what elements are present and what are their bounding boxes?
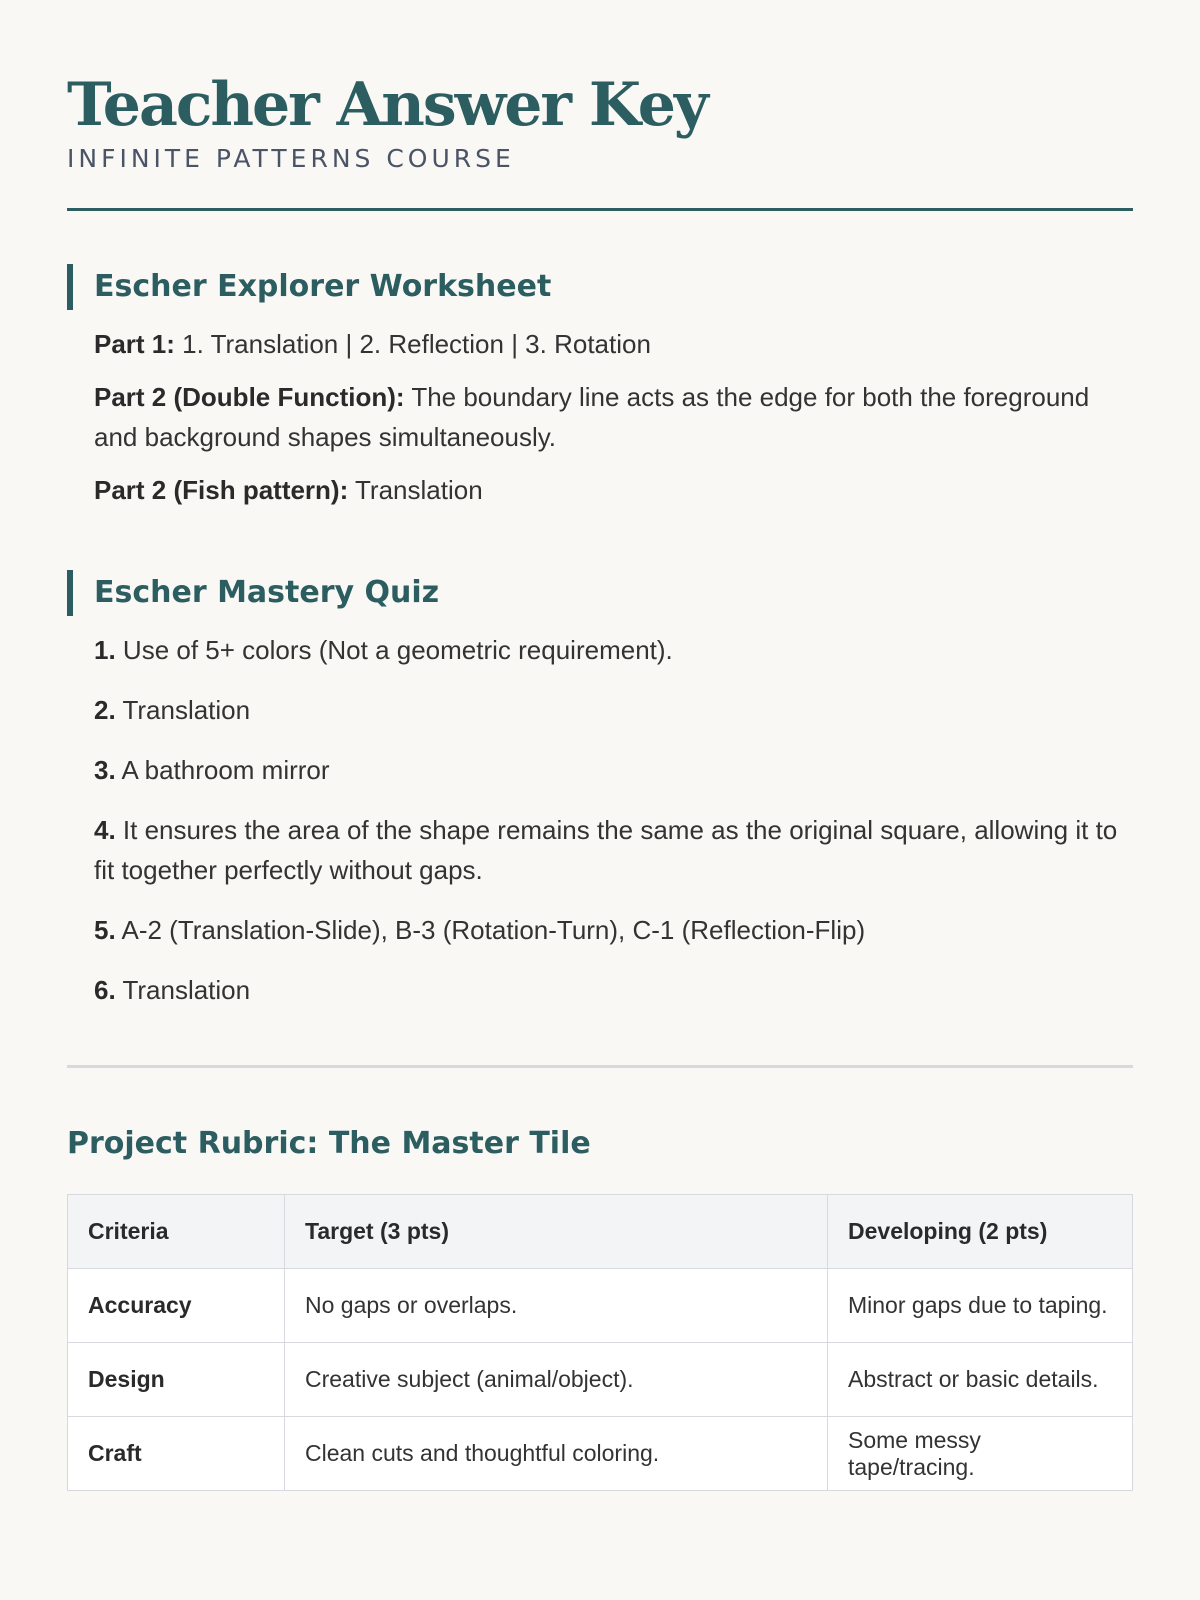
quiz-answer-6	[94, 970, 1133, 1010]
worksheet-section	[67, 264, 1133, 510]
worksheet-answers	[67, 324, 1133, 510]
quiz-answer-1	[94, 630, 1133, 670]
answer-number: 4.	[94, 815, 116, 845]
table-cell: Creative subject (animal/object).	[285, 1343, 828, 1417]
answer-number: 2.	[94, 695, 116, 725]
title-divider	[67, 208, 1133, 211]
answer-number: 6.	[94, 975, 116, 1005]
table-cell-criteria: Craft	[68, 1417, 285, 1491]
table-cell: Some messy tape/tracing.	[828, 1417, 1133, 1491]
table-row	[68, 1343, 1133, 1417]
table-cell-criteria: Accuracy	[68, 1269, 285, 1343]
table-header-row	[68, 1195, 1133, 1269]
column-header: Criteria	[68, 1195, 285, 1269]
quiz-answer-3	[94, 750, 1133, 790]
worksheet-answer-part1	[94, 324, 1133, 364]
section-divider	[67, 1065, 1133, 1068]
quiz-answer-4	[94, 810, 1133, 890]
answer-text: A-2 (Translation-Slide), B-3 (Rotation-Turn), C-1 (Reflection-Flip)	[121, 915, 866, 945]
answer-text: Use of 5+ colors (Not a geometric requirement).	[122, 635, 673, 665]
section-accent-bar	[67, 570, 73, 616]
table-cell: Minor gaps due to taping.	[828, 1269, 1133, 1343]
answer-text: Translation	[122, 975, 251, 1005]
table-row	[68, 1417, 1133, 1491]
answer-label: Part 2 (Double Function):	[94, 382, 405, 412]
column-header: Developing (2 pts)	[828, 1195, 1133, 1269]
quiz-answer-2	[94, 690, 1133, 730]
quiz-section	[67, 570, 1133, 1010]
quiz-heading-text: Escher Mastery Quiz	[94, 575, 440, 610]
worksheet-answer-fish-pattern	[94, 470, 1133, 510]
quiz-heading	[67, 570, 1133, 616]
answer-number: 1.	[94, 635, 116, 665]
answer-text: 1. Translation | 2. Reflection | 3. Rotation	[182, 329, 651, 359]
answer-text: Translation	[355, 475, 483, 505]
worksheet-answer-double-function	[94, 377, 1133, 457]
table-cell: Clean cuts and thoughtful coloring.	[285, 1417, 828, 1491]
worksheet-heading	[67, 264, 1133, 310]
rubric-table	[67, 1194, 1133, 1491]
section-accent-bar	[67, 264, 73, 310]
answer-label: Part 1:	[94, 329, 175, 359]
answer-text: A bathroom mirror	[121, 755, 330, 785]
answer-text: It ensures the area of the shape remains the same as the original square, allowing it to fit together perfectly without gaps.	[94, 815, 1118, 885]
table-cell: No gaps or overlaps.	[285, 1269, 828, 1343]
rubric-title: Project Rubric: The Master Tile	[67, 1126, 591, 1161]
page-subtitle: INFINITE PATTERNS COURSE	[67, 144, 515, 173]
quiz-answer-5	[94, 910, 1133, 950]
page-title: Teacher Answer Key	[67, 70, 707, 140]
answer-text: Translation	[122, 695, 251, 725]
worksheet-heading-text: Escher Explorer Worksheet	[94, 269, 552, 304]
table-cell-criteria: Design	[68, 1343, 285, 1417]
answer-number: 5.	[94, 915, 116, 945]
answer-label: Part 2 (Fish pattern):	[94, 475, 349, 505]
table-cell: Abstract or basic details.	[828, 1343, 1133, 1417]
column-header: Target (3 pts)	[285, 1195, 828, 1269]
answer-text: The boundary line acts as the edge for both the foreground and background shapes simultaneously.	[94, 382, 1090, 452]
table-row	[68, 1269, 1133, 1343]
quiz-answers	[67, 630, 1133, 1010]
answer-number: 3.	[94, 755, 116, 785]
